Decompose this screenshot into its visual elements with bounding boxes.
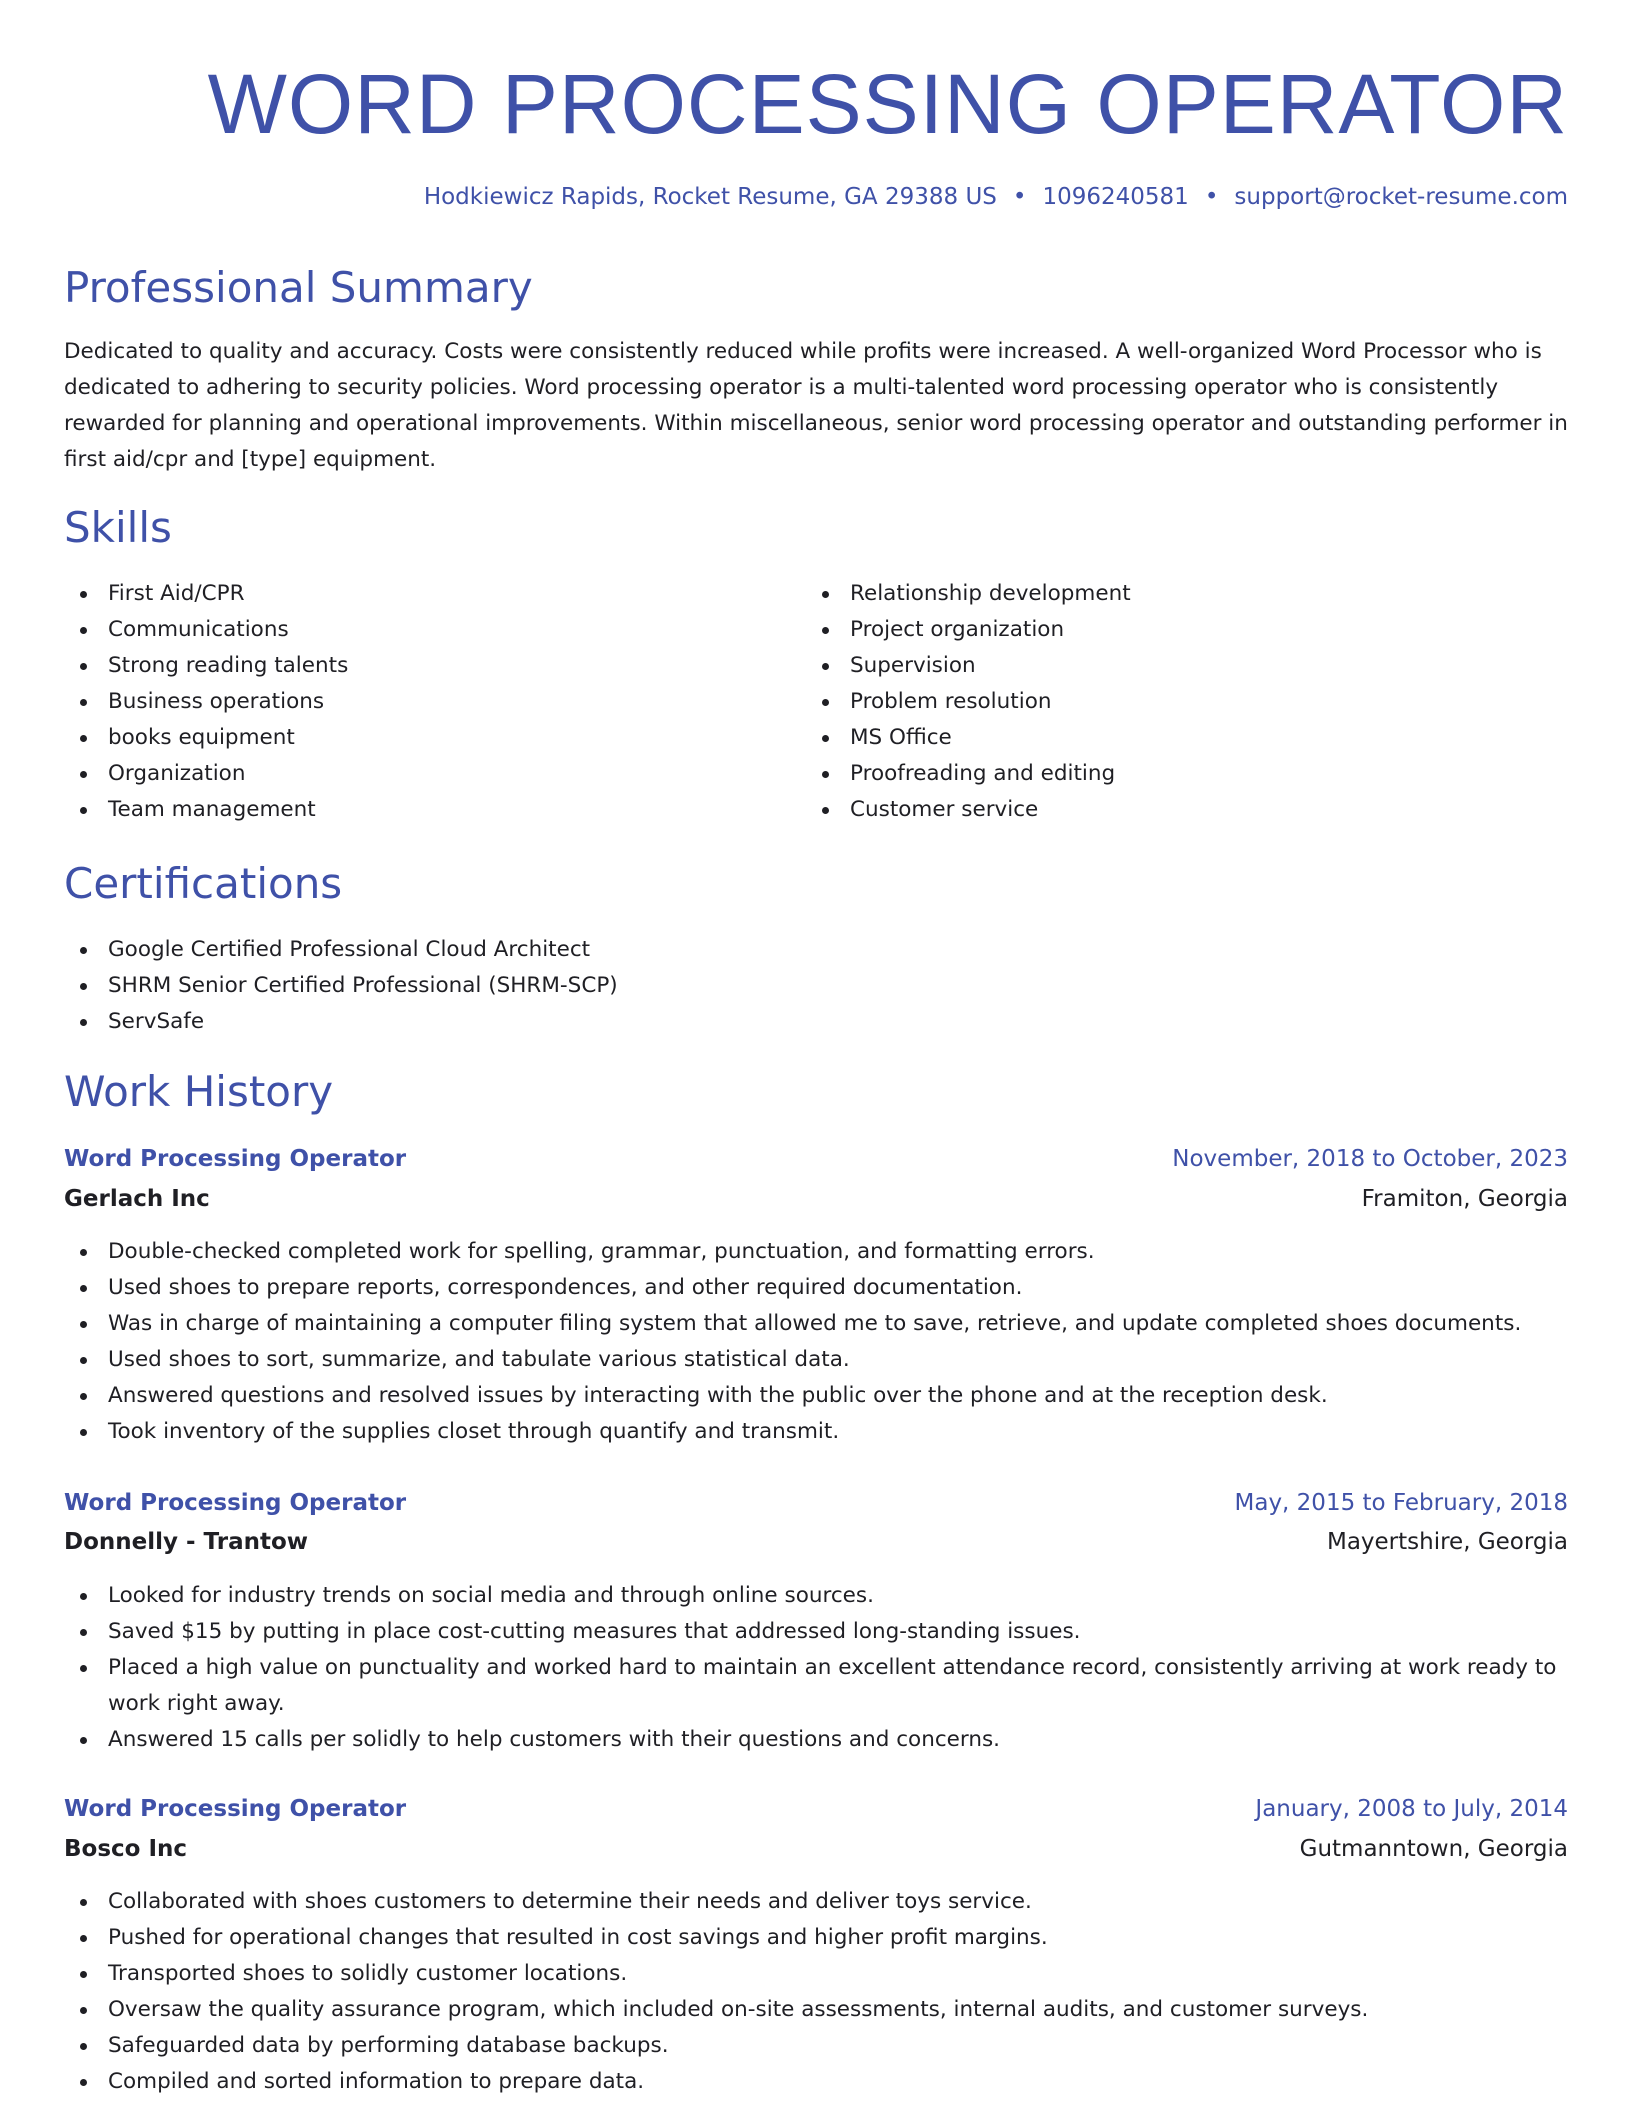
job-bullet: Used shoes to sort, summarize, and tabulate various statistical data. (64, 1342, 1568, 1378)
skill-item: First Aid/CPR (64, 576, 804, 612)
job-bullet: Was in charge of maintaining a computer filing system that allowed me to save, retrieve, and update completed shoes documents. (64, 1306, 1568, 1342)
skills-list-left (64, 576, 804, 828)
summary-heading: Professional Summary (64, 263, 533, 312)
job-location: Framiton, Georgia (1361, 1186, 1568, 1212)
contact-line (424, 180, 1568, 214)
skill-item: Problem resolution (806, 684, 1546, 720)
skills-heading: Skills (64, 503, 172, 552)
skill-item: MS Office (806, 720, 1546, 756)
skill-item: Strong reading talents (64, 648, 804, 684)
job-bullet: Used shoes to prepare reports, correspondences, and other required documentation. (64, 1270, 1568, 1306)
certification-item: SHRM Senior Certified Professional (SHRM-SCP) (64, 968, 1568, 1004)
job-bullet: Transported shoes to solidly customer locations. (64, 1956, 1568, 1992)
job-bullet: Saved $15 by putting in place cost-cutting measures that addressed long-standing issues. (64, 1614, 1568, 1650)
job-location: Gutmanntown, Georgia (1299, 1836, 1568, 1862)
skill-item: Relationship development (806, 576, 1546, 612)
job-bullet: Placed a high value on punctuality and worked hard to maintain an excellent attendance record, consistently arriving at work ready to work right away. (64, 1650, 1568, 1722)
certifications-list (64, 932, 1568, 1040)
job-bullet: Double-checked completed work for spelling, grammar, punctuation, and formatting errors. (64, 1234, 1568, 1270)
job-company: Bosco Inc (64, 1836, 188, 1862)
contact-phone: 1096240581 (1042, 184, 1189, 210)
job-company: Gerlach Inc (64, 1186, 210, 1212)
skill-item: Supervision (806, 648, 1546, 684)
contact-separator: • (1204, 184, 1219, 210)
job-bullets (64, 1884, 1568, 2100)
job-dates: January, 2008 to July, 2014 (1255, 1796, 1568, 1822)
job-bullet: Pushed for operational changes that resulted in cost savings and higher profit margins. (64, 1920, 1568, 1956)
job-title: Word Processing Operator (64, 1146, 407, 1172)
job-bullet: Oversaw the quality assurance program, which included on-site assessments, internal audits, and customer surveys. (64, 1992, 1568, 2028)
skill-item: Organization (64, 756, 804, 792)
skill-item: Proofreading and editing (806, 756, 1546, 792)
certification-item: Google Certified Professional Cloud Architect (64, 932, 1568, 968)
job-title: Word Processing Operator (64, 1796, 407, 1822)
skill-item: books equipment (64, 720, 804, 756)
job-location: Mayertshire, Georgia (1326, 1529, 1568, 1555)
certifications-heading: Certifications (64, 859, 343, 908)
job-bullet: Collaborated with shoes customers to determine their needs and deliver toys service. (64, 1884, 1568, 1920)
job-company: Donnelly - Trantow (64, 1529, 309, 1555)
job-bullets (64, 1234, 1568, 1450)
contact-separator: • (1012, 184, 1027, 210)
work-history-heading: Work History (64, 1067, 334, 1116)
job-bullet: Answered 15 calls per solidly to help customers with their questions and concerns. (64, 1722, 1568, 1758)
skill-item: Team management (64, 792, 804, 828)
job-bullets (64, 1578, 1568, 1758)
certification-item: ServSafe (64, 1004, 1568, 1040)
skill-item: Communications (64, 612, 804, 648)
skills-list-right (806, 576, 1546, 828)
contact-email[interactable]: support@rocket-resume.com (1234, 184, 1568, 210)
skill-item: Project organization (806, 612, 1546, 648)
job-bullet: Took inventory of the supplies closet through quantify and transmit. (64, 1414, 1568, 1450)
job-bullet: Looked for industry trends on social media and through online sources. (64, 1578, 1568, 1614)
skill-item: Business operations (64, 684, 804, 720)
resume-name: WORD PROCESSING OPERATOR (207, 57, 1568, 151)
job-bullet: Safeguarded data by performing database backups. (64, 2028, 1568, 2064)
summary-text: Dedicated to quality and accuracy. Costs were consistently reduced while profits were increased. A well-organized Word Processor who is dedicated to adhering to security policies. Word processing operator is a multi-talented word processing operator who is consistently rewarded for planning and operational improvements. Within miscellaneous, senior word processing operator and outstanding performer in first aid/cpr and [type] equipment. (64, 339, 1568, 472)
job-bullet: Compiled and sorted information to prepare data. (64, 2064, 1568, 2100)
job-dates: May, 2015 to February, 2018 (1234, 1490, 1568, 1516)
contact-address: Hodkiewicz Rapids, Rocket Resume, GA 29388 US (423, 184, 997, 210)
skill-item: Customer service (806, 792, 1546, 828)
job-dates: November, 2018 to October, 2023 (1172, 1146, 1568, 1172)
job-bullet: Answered questions and resolved issues by interacting with the public over the phone and at the reception desk. (64, 1378, 1568, 1414)
job-title: Word Processing Operator (64, 1490, 407, 1516)
